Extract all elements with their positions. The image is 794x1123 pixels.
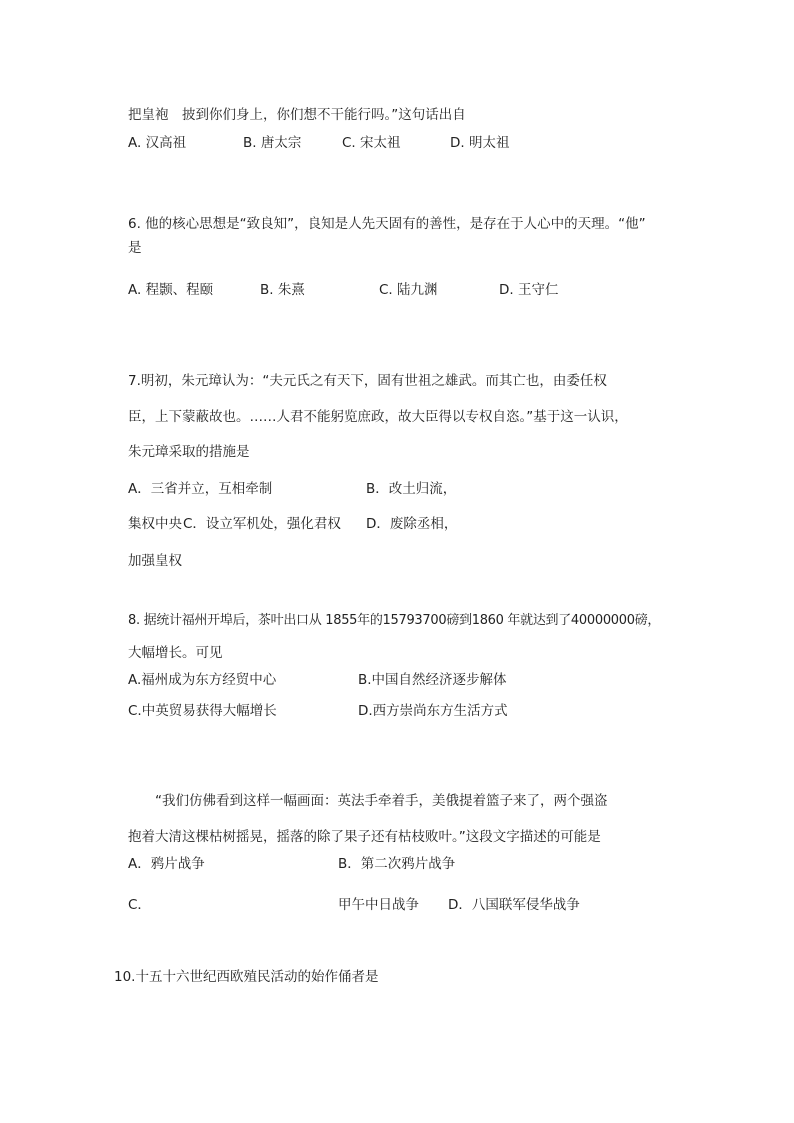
q6-option-a: A. 程颢、程颐 <box>128 282 214 298</box>
q7-option-b: B．改土归流， <box>366 481 457 497</box>
q7-stem-line2: 臣，上下蒙蔽故也。……人君不能躬览庶政，故大臣得以专权自恣。”基于这一认识， <box>128 409 628 425</box>
q9-option-d: D．八国联军侵华战争 <box>448 897 580 913</box>
q9-option-b: B．第二次鸦片战争 <box>338 856 456 872</box>
q5-option-c: C. 宋太祖 <box>342 135 401 151</box>
q7-option-d: D．废除丞相， <box>366 516 458 532</box>
q6-option-c: C. 陆九渊 <box>379 282 438 298</box>
q8-option-d: D.西方崇尚东方生活方式 <box>358 703 508 719</box>
q5-option-d: D. 明太祖 <box>450 135 510 151</box>
q5-stem: 把皇袍 披到你们身上，你们想不干能行吗。”这句话出自 <box>128 107 466 123</box>
q9-stem-line2: 抱着大清这棵枯树摇晃，摇落的除了果子还有枯枝败叶。”这段文字描述的可能是 <box>128 829 601 845</box>
q7-stem-line3: 朱元璋采取的措施是 <box>128 444 250 460</box>
q7-option-c: C．设立军机处，强化君权 <box>183 516 341 532</box>
q8-stem-line2: 大幅增长。可见 <box>128 645 223 661</box>
q8-option-a: A.福州成为东方经贸中心 <box>128 672 277 688</box>
q9-option-c-text: 甲午中日战争 <box>338 897 419 913</box>
q7-option-a: A．三省并立，互相牵制 <box>128 481 273 497</box>
q9-stem-line1: “我们仿佛看到这样一幅画面：英法手牵着手，美俄提着篮子来了，两个强盗 <box>155 793 608 809</box>
q9-option-c-label: C． <box>128 897 151 913</box>
q7-stem-line1: 7.明初，朱元璋认为：“夫元氏之有天下，固有世祖之雄武。而其亡也，由委任权 <box>128 373 607 389</box>
q8-option-b: B.中国自然经济逐步解体 <box>358 672 507 688</box>
q6-stem-line1: 6. 他的核心思想是“致良知”，良知是人先天固有的善性，是存在于人心中的天理。“他” <box>128 216 646 232</box>
q5-option-a: A. 汉高祖 <box>128 135 187 151</box>
q8-stem-line1: 8. 据统计福州开埠后，茶叶出口从 1855年的15793700磅到1860 年就达到了40000000磅， <box>128 613 661 628</box>
q7-option-d-continuation: 加强皇权 <box>128 553 182 569</box>
q6-option-b: B. 朱熹 <box>260 282 305 298</box>
q7-option-b-continuation: 集权中央 <box>128 516 182 532</box>
q6-stem-line2: 是 <box>128 240 142 256</box>
q8-option-c: C.中英贸易获得大幅增长 <box>128 703 277 719</box>
q6-option-d: D. 王守仁 <box>499 282 559 298</box>
q9-option-a: A．鸦片战争 <box>128 856 205 872</box>
q5-option-b: B. 唐太宗 <box>243 135 302 151</box>
q10-stem: 10.十五十六世纪西欧殖民活动的始作俑者是 <box>114 969 379 985</box>
